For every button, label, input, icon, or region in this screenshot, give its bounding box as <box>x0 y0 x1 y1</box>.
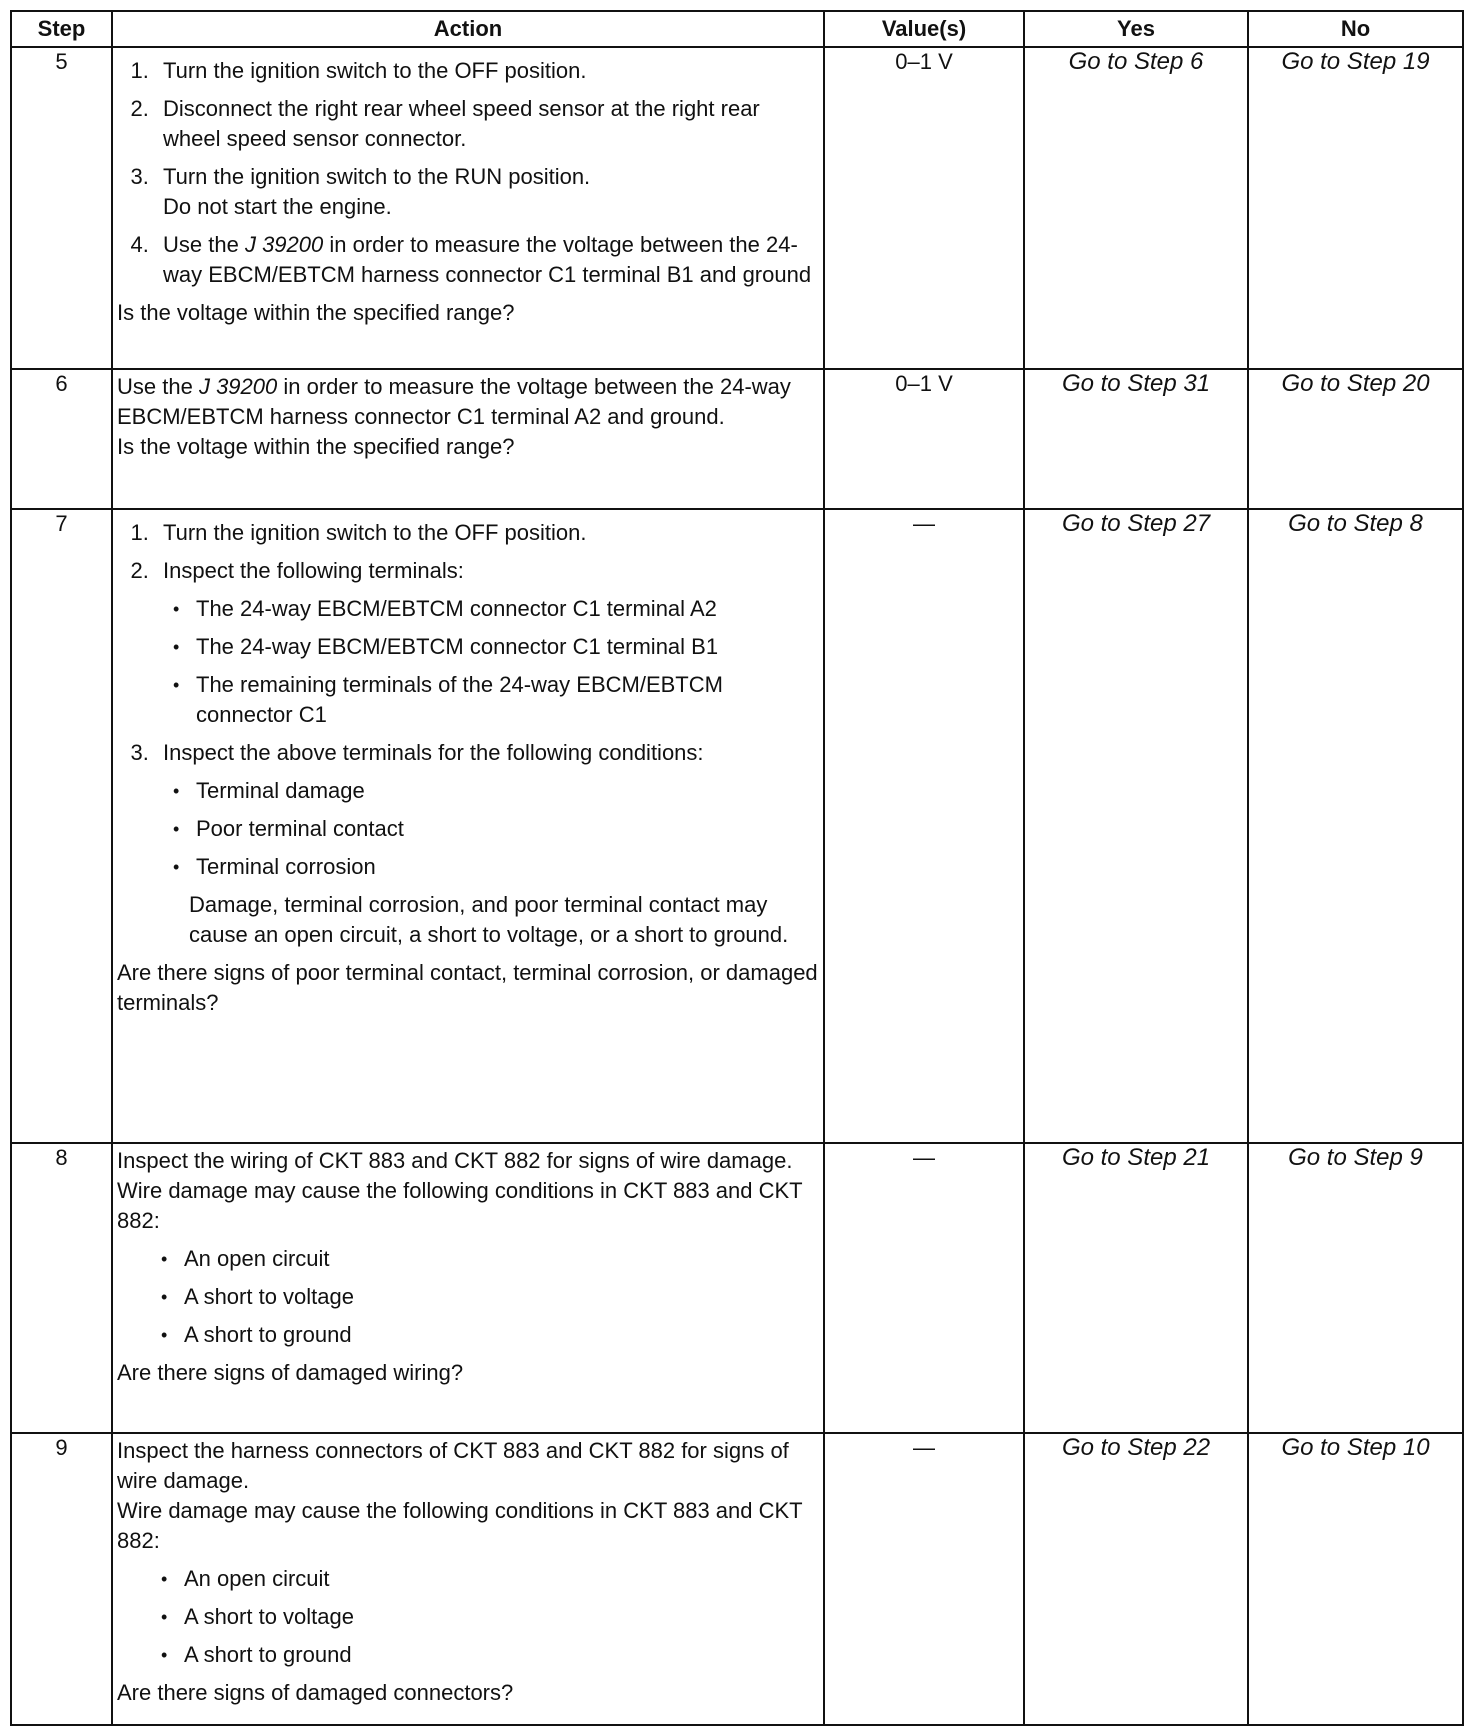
action-step: 1. Turn the ignition switch to the OFF position. <box>155 56 819 86</box>
list-item: • A short to ground <box>177 1320 819 1350</box>
action-cell <box>112 47 824 369</box>
list-item: • A short to voltage <box>177 1282 819 1312</box>
intro-text: Inspect the harness connectors of CKT 883 and CKT 882 for signs of wire damage. <box>117 1438 789 1493</box>
condition-list <box>117 1244 819 1350</box>
no-link[interactable]: Go to Step 10 <box>1248 1433 1463 1725</box>
action-step: 1. Turn the ignition switch to the OFF position. <box>155 518 819 548</box>
note-text: Damage, terminal corrosion, and poor terminal contact may cause an open circuit, a short to voltage, or a short to ground. <box>189 892 789 947</box>
yes-link[interactable]: Go to Step 27 <box>1024 509 1248 1143</box>
action-cell <box>112 1433 824 1725</box>
list-item: • Terminal damage <box>189 776 819 806</box>
question: Are there signs of damaged wiring? <box>117 1360 464 1385</box>
list-item: • The 24-way EBCM/EBTCM connector C1 terminal A2 <box>189 594 819 624</box>
header-no: No <box>1248 11 1463 47</box>
intro-text: Inspect the wiring of CKT 883 and CKT 882 for signs of wire damage. <box>117 1148 793 1173</box>
question: Is the voltage within the specified range? <box>117 434 515 459</box>
action-steps <box>117 518 819 950</box>
value-cell: 0–1 V <box>824 47 1024 369</box>
list-item: • The remaining terminals of the 24-way EBCM/EBTCM connector C1 <box>189 670 819 730</box>
step-number: 7 <box>11 509 112 1143</box>
value-cell: — <box>824 1143 1024 1433</box>
step-row-7 <box>11 509 1463 1143</box>
step-number: 5 <box>11 47 112 369</box>
value-cell: — <box>824 1433 1024 1725</box>
list-item: • The 24-way EBCM/EBTCM connector C1 terminal B1 <box>189 632 819 662</box>
action-cell <box>112 509 824 1143</box>
terminal-list <box>163 594 819 730</box>
cause-text: Wire damage may cause the following conditions in CKT 883 and CKT 882: <box>117 1178 803 1233</box>
step-number: 9 <box>11 1433 112 1725</box>
yes-link[interactable]: Go to Step 31 <box>1024 369 1248 509</box>
question: Are there signs of damaged connectors? <box>117 1680 514 1705</box>
list-item: • Poor terminal contact <box>189 814 819 844</box>
step-row-6 <box>11 369 1463 509</box>
condition-list <box>163 776 819 882</box>
no-link[interactable]: Go to Step 20 <box>1248 369 1463 509</box>
action-step: 3. Inspect the above terminals for the following conditions: • Terminal damage • Poor terminal contact • Terminal corrosion Damage, terminal corrosion, and poor terminal contact may cause an open circuit, a short to voltage, or a short to ground. <box>155 738 819 950</box>
step-row-8 <box>11 1143 1463 1433</box>
yes-link[interactable]: Go to Step 22 <box>1024 1433 1248 1725</box>
step-row-5 <box>11 47 1463 369</box>
cause-text: Wire damage may cause the following conditions in CKT 883 and CKT 882: <box>117 1498 803 1553</box>
header-values: Value(s) <box>824 11 1024 47</box>
list-item: • An open circuit <box>177 1564 819 1594</box>
action-cell: Use the J 39200 in order to measure the voltage between the 24-way EBCM/EBTCM harness connector C1 terminal A2 and ground. Is the voltage within the specified range? <box>112 369 824 509</box>
action-step: 3. Turn the ignition switch to the RUN position. Do not start the engine. <box>155 162 819 222</box>
action-note: Do not start the engine. <box>163 194 392 219</box>
no-link[interactable]: Go to Step 19 <box>1248 47 1463 369</box>
header-action: Action <box>112 11 824 47</box>
no-link[interactable]: Go to Step 9 <box>1248 1143 1463 1433</box>
list-item: • A short to ground <box>177 1640 819 1670</box>
condition-list <box>117 1564 819 1670</box>
list-item: • A short to voltage <box>177 1602 819 1632</box>
header-step: Step <box>11 11 112 47</box>
yes-link[interactable]: Go to Step 21 <box>1024 1143 1248 1433</box>
list-item: • An open circuit <box>177 1244 819 1274</box>
step-number: 6 <box>11 369 112 509</box>
action-step: 4. Use the J 39200 in order to measure the voltage between the 24-way EBCM/EBTCM harness connector C1 terminal B1 and ground <box>155 230 819 290</box>
header-yes: Yes <box>1024 11 1248 47</box>
action-step: 2. Disconnect the right rear wheel speed sensor at the right rear wheel speed sensor connector. <box>155 94 819 154</box>
question: Is the voltage within the specified range? <box>117 300 515 325</box>
action-step: 2. Inspect the following terminals: • The 24-way EBCM/EBTCM connector C1 terminal A2 • The 24-way EBCM/EBTCM connector C1 terminal B1 • The remaining terminals of the 24-way EBCM/EBTCM connector C1 <box>155 556 819 730</box>
question: Are there signs of poor terminal contact, terminal corrosion, or damaged terminals? <box>117 960 818 1015</box>
diagnostic-table <box>10 10 1464 1726</box>
action-steps <box>117 56 819 290</box>
header-row <box>11 11 1463 47</box>
step-row-9 <box>11 1433 1463 1725</box>
step-number: 8 <box>11 1143 112 1433</box>
no-link[interactable]: Go to Step 8 <box>1248 509 1463 1143</box>
tool-reference: J 39200 <box>244 232 324 257</box>
tool-reference: J 39200 <box>198 374 278 399</box>
action-cell <box>112 1143 824 1433</box>
value-cell: 0–1 V <box>824 369 1024 509</box>
list-item: • Terminal corrosion <box>189 852 819 882</box>
yes-link[interactable]: Go to Step 6 <box>1024 47 1248 369</box>
value-cell: — <box>824 509 1024 1143</box>
